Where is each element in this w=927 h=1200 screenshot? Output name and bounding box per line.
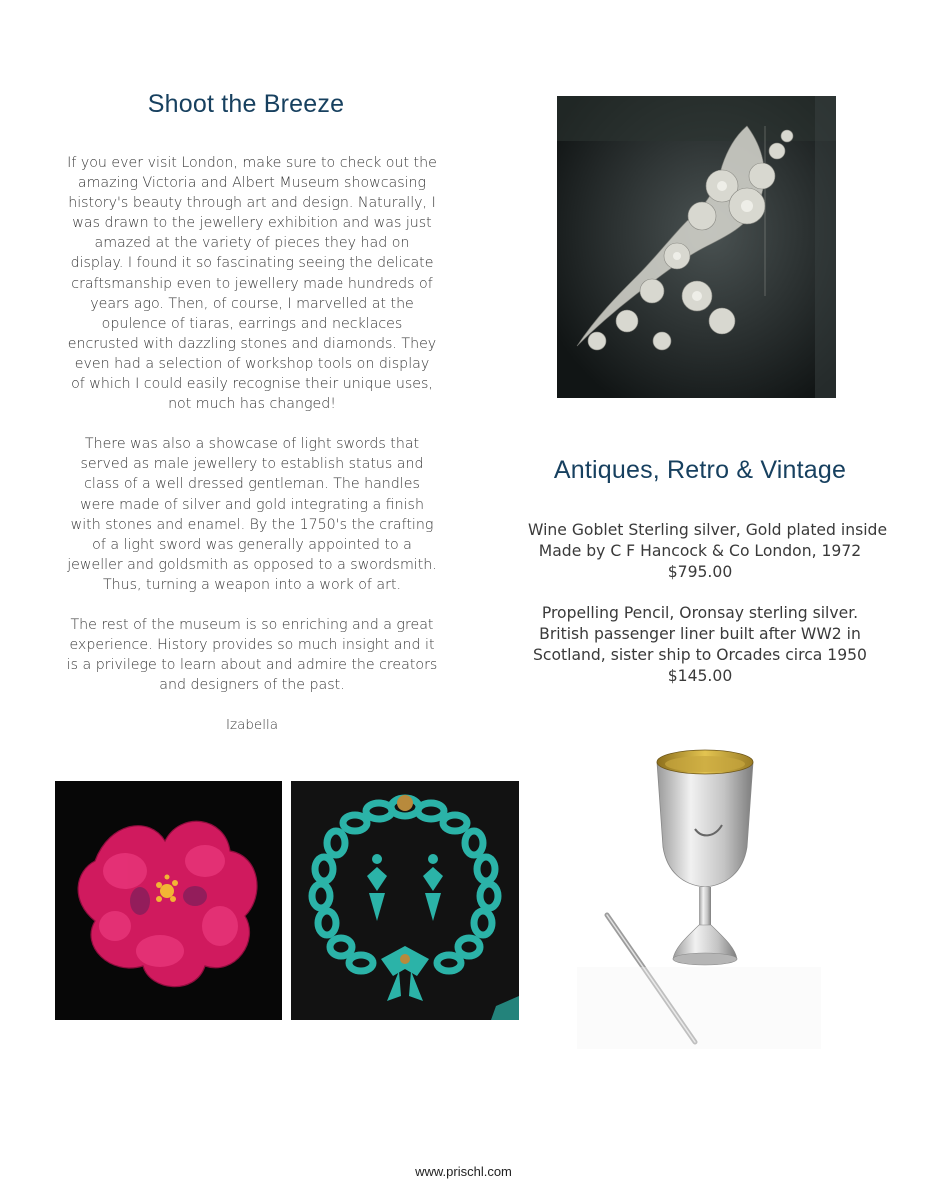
item-description-line: Wine Goblet Sterling silver, Gold plated inside xyxy=(528,521,888,539)
item-description-line: Propelling Pencil, Oronsay sterling silver. xyxy=(541,604,859,622)
goblet-and-pencil-photo xyxy=(577,737,821,1049)
article-paragraph-1: If you ever visit London, make sure to check out the amazing Victoria and Albert Museum showcasing history's beauty through art and design. Naturally, I was drawn to the jewellery exhibition and was just amazed at the variety of pieces they had on display. I found it so fascinating seeing the delicate craftsmanship even to jewellery made hundreds of years ago. Then, of course, I marvelled at the opulence of tiaras, earrings and necklaces encrusted with dazzling stones and diamonds. They even had a selection of workshop tools on display of which I could easily recognise their unique uses, not much has changed! xyxy=(67,155,437,413)
brooch-photo xyxy=(557,96,836,398)
item-description-line: British passenger liner built after WW2 in xyxy=(539,625,861,643)
turquoise-necklace-photo xyxy=(291,781,519,1020)
item-price: $795.00 xyxy=(667,563,733,581)
article-paragraph-3: The rest of the museum is so enriching and a great experience. History provides so much insight and it is a privilege to learn about and admire the creators and designers of the past. xyxy=(66,616,438,694)
article-body xyxy=(66,153,438,735)
article-paragraph-2: There was also a showcase of light swords that served as male jewellery to establish status and class of a well dressed gentleman. The handles were made of silver and gold integrating a finish with stones and enamel. By the 1750's the crafting of a light sword was generally appointed to a jeweller and goldsmith as opposed to a swordsmith. Thus, turning a weapon into a work of art. xyxy=(67,436,437,593)
footer-url[interactable]: www.prischl.com xyxy=(415,1164,512,1179)
listing-item xyxy=(528,603,872,687)
item-price: $145.00 xyxy=(667,667,733,685)
item-description-line: Made by C F Hancock & Co London, 1972 xyxy=(538,542,862,560)
listing-item xyxy=(528,520,888,583)
antiques-listing xyxy=(528,520,888,707)
article-title: Shoot the Breeze xyxy=(147,90,345,118)
item-description-line: Scotland, sister ship to Orcades circa 1950 xyxy=(533,646,867,664)
ruby-flower-brooch-photo xyxy=(55,781,282,1020)
antiques-title: Antiques, Retro & Vintage xyxy=(553,456,847,484)
article-signature: Izabella xyxy=(226,717,278,734)
